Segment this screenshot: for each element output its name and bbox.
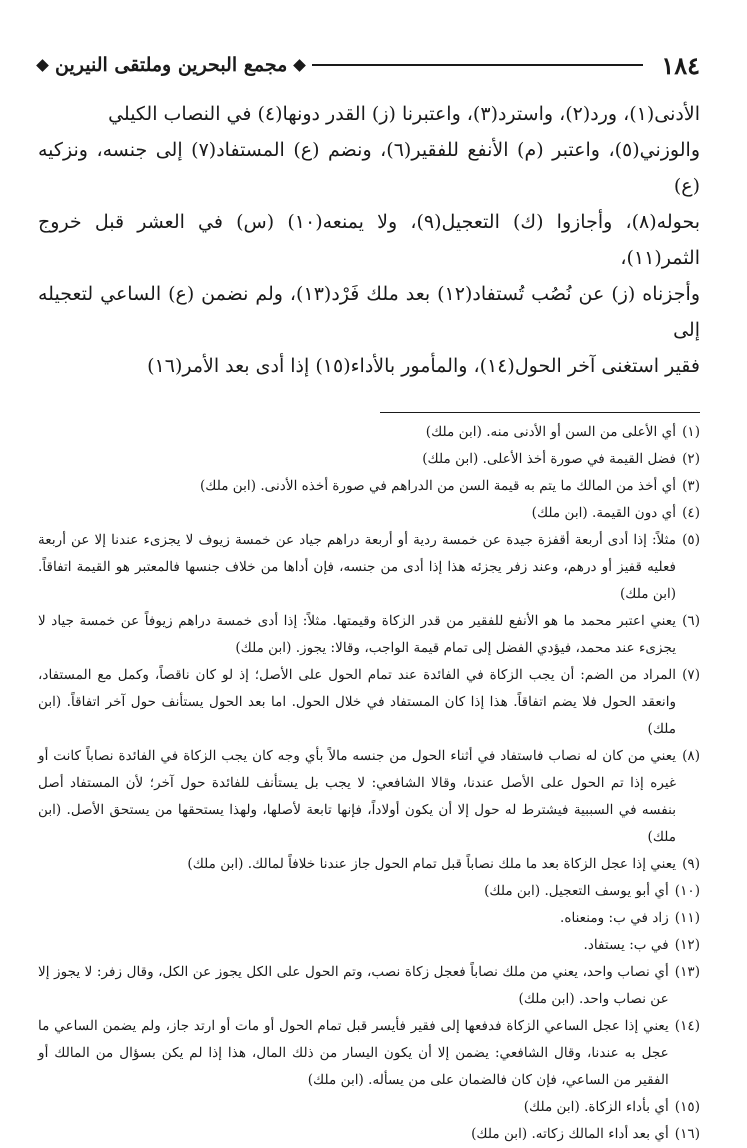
footnote bbox=[38, 851, 700, 878]
footnote bbox=[38, 1094, 700, 1121]
footnote-number: (٣) bbox=[682, 478, 700, 494]
footnote-number: (١٦) bbox=[674, 1126, 700, 1142]
footnote-divider bbox=[380, 412, 700, 413]
footnote-number: (١) bbox=[682, 424, 700, 440]
footnote bbox=[38, 743, 700, 851]
main-text-line: فقير استغنى آخر الحول(١٤)، والمأمور بالأداء(١٥) إذا أدى بعد الأمر(١٦) bbox=[147, 355, 700, 377]
footnote-text: فضل القيمة في صورة أخذ الأعلى. (ابن ملك) bbox=[422, 451, 677, 467]
book-title: مجمع البحرين وملتقى النيرين bbox=[55, 54, 288, 76]
footnote bbox=[38, 905, 700, 932]
footnote bbox=[38, 608, 700, 662]
footnote bbox=[38, 1121, 700, 1148]
main-text-line: وأجزناه (ز) عن نُصُب تُستفاد(١٢) بعد ملك فَرْد(١٣)، ولم نضمن (ع) الساعي لتعجيله إلى bbox=[38, 283, 700, 341]
book-page bbox=[38, 48, 700, 1148]
main-text bbox=[38, 96, 700, 384]
diamond-ornament-right bbox=[293, 59, 306, 72]
footnotes bbox=[38, 419, 700, 1148]
footnote bbox=[38, 527, 700, 608]
footnote bbox=[38, 878, 700, 905]
footnote-number: (٢) bbox=[682, 451, 700, 467]
footnote bbox=[38, 959, 700, 1013]
footnote-text: المراد من الضم: أن يجب الزكاة في الفائدة عند تمام الحول على الأصل؛ إذ لو كان ناقصاً، وكمل مع المستفاد، وانعقد الحول فلا يضم اتفاقاً. هذا إذا كان المستفاد في خلال الحول. اما بعد الحول يستأنف حول آخر اتفاقاً. (ابن ملك) bbox=[38, 667, 677, 737]
footnote-number: (١٢) bbox=[674, 937, 700, 953]
main-text-line: والوزني(٥)، واعتبر (م) الأنفع للفقير(٦)، ونضم (ع) المستفاد(٧) إلى جنسه، ونزكيه (ع) bbox=[38, 139, 700, 197]
footnote bbox=[38, 473, 700, 500]
page-number: ١٨٤ bbox=[661, 50, 700, 80]
footnote-text: في ب: يستفاد. bbox=[583, 937, 669, 953]
footnote-number: (٤) bbox=[682, 505, 700, 521]
footnote-number: (١٥) bbox=[674, 1099, 700, 1115]
footnote-number: (١٤) bbox=[674, 1018, 700, 1034]
footnote-text: أي بأداء الزكاة. (ابن ملك) bbox=[523, 1099, 669, 1115]
footnote-number: (١١) bbox=[674, 910, 700, 926]
footnote-number: (٧) bbox=[682, 667, 700, 683]
footnote bbox=[38, 446, 700, 473]
footnote-text: زاد في ب: ومنعناه. bbox=[560, 910, 669, 926]
footnote-text: أي الأعلى من السن أو الأدنى منه. (ابن ملك) bbox=[425, 424, 677, 440]
footnote-number: (٥) bbox=[682, 532, 700, 548]
footnote bbox=[38, 932, 700, 959]
main-text-line: الأدنى(١)، ورد(٢)، واسترد(٣)، واعتبرنا (ز) القدر دونها(٤) في النصاب الكيلي bbox=[108, 103, 700, 125]
footnote bbox=[38, 500, 700, 527]
diamond-ornament-left bbox=[36, 59, 49, 72]
footnote-text: يعني إذا عجل الساعي الزكاة فدفعها إلى فقير فأيسر قبل تمام الحول أو مات أو ارتد جاز، ولم يضمن الساعي ما عجل به عندنا، وقال الشافعي: يضمن إلا أن يكون اليسار من ذلك المال، هذا إذا لم يكن بسؤال من المالك أو الفقير من الساعي، فإن كان فالضمان على من يسأله. (ابن ملك) bbox=[38, 1018, 669, 1088]
footnote-number: (٦) bbox=[682, 613, 700, 629]
footnote-text: أي بعد أداء المالك زكاته. (ابن ملك) bbox=[471, 1126, 669, 1142]
footnote bbox=[38, 662, 700, 743]
page-header bbox=[38, 48, 700, 82]
footnote-text: يعني إذا عجل الزكاة بعد ما ملك نصاباً قبل تمام الحول جاز عندنا خلافاً لمالك. (ابن ملك) bbox=[187, 856, 677, 872]
footnote bbox=[38, 419, 700, 446]
footnote-text: أي دون القيمة. (ابن ملك) bbox=[531, 505, 677, 521]
footnote-text: مثلاً: إذا أدى أربعة أقفزة جيدة عن خمسة ردية أو أربعة دراهم جياد عن خمسة زيوف لا يجزىء عندنا إلا عن أربعة فعليه قفيز أو درهم، وعند زفر يجزئه هذا إذا أدى من جنسه، فإن أداها من خلاف جنسها فالمعتبر هو القيمة اتفاقاً. (ابن ملك) bbox=[38, 532, 677, 602]
footnote-number: (٩) bbox=[682, 856, 700, 872]
header-rule-right bbox=[312, 64, 643, 66]
footnote-text: يعني اعتبر محمد ما هو الأنفع للفقير من قدر الزكاة وقيمتها. مثلاً: إذا أدى خمسة دراهم زيوفاً عن خمسة جياد لا يجزىء عند محمد، فيؤدي الفضل إلى تمام قيمة الواجب، وقالا: يجوز. (ابن ملك) bbox=[38, 613, 677, 656]
footnote-number: (٨) bbox=[682, 748, 700, 764]
footnote-text: يعني من كان له نصاب فاستفاد في أثناء الحول من جنسه مالاً بأي وجه كان يجب الزكاة في الفائدة نصاباً كانت أو غيره إذا تم الحول على الأصل عندنا، وقالا الشافعي: لا يجب بل يستأنف للفائدة حول آخر؛ لأن المستفاد أصل بنفسه في السببية فيشترط له حول إلا أن يكون أولاداً، فإنها تابعة لأصلها، ولهذا يستحقها من يستحق الأصل. (ابن ملك) bbox=[38, 748, 677, 845]
main-text-line: بحوله(٨)، وأجازوا (ك) التعجيل(٩)، ولا يمنعه(١٠) (س) في العشر قبل خروج الثمر(١١)، bbox=[38, 211, 700, 269]
footnote-text: أي أخذ من المالك ما يتم به قيمة السن من الدراهم في صورة أخذه الأدنى. (ابن ملك) bbox=[199, 478, 677, 494]
footnote-text: أي أبو يوسف التعجيل. (ابن ملك) bbox=[484, 883, 669, 899]
footnote-text: أي نصاب واحد، يعني من ملك نصاباً فعجل زكاة نصب، وتم الحول على الكل يجوز عن الكل، وقال زفر: لا يجوز إلا عن نصاب واحد. (ابن ملك) bbox=[38, 964, 669, 1007]
footnote-number: (١٣) bbox=[674, 964, 700, 980]
footnote-number: (١٠) bbox=[674, 883, 700, 899]
footnote bbox=[38, 1013, 700, 1094]
